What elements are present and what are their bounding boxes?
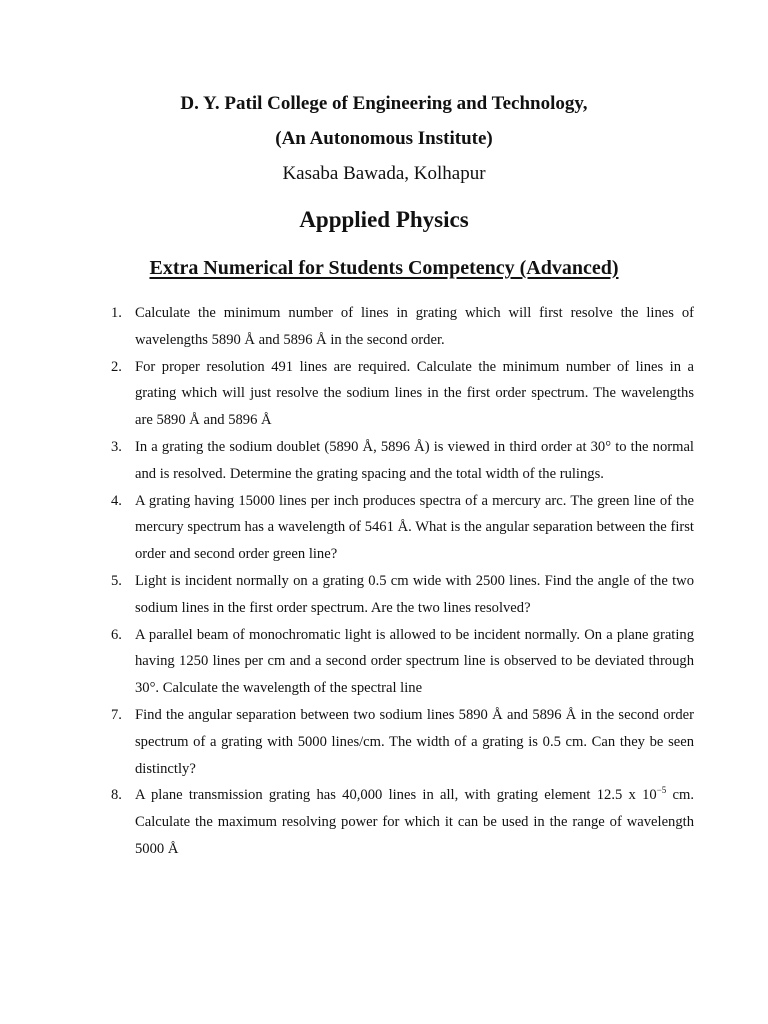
question-text xyxy=(135,787,694,857)
question-text: Find the angular separation between two sodium lines 5890 Å and 5896 Å in the second order spectrum of a grating with 5000 lines/cm. The width of a grating is 0.5 cm. Can they be seen distinctly? xyxy=(135,706,694,777)
question-item xyxy=(0,300,694,354)
question-number: 1. xyxy=(111,305,122,321)
question-item xyxy=(0,702,694,782)
question-number: 7. xyxy=(111,706,122,723)
question-number: 5. xyxy=(111,572,122,589)
college-name: D. Y. Patil College of Engineering and Technology, xyxy=(180,93,588,114)
question-text: For proper resolution 491 lines are required. Calculate the minimum number of lines in a grating which will just resolve the sodium lines in the first order spectrum. The wavelengths are 5890 Å and 5896 Å xyxy=(135,358,694,429)
question-item xyxy=(0,488,694,568)
section-title: Extra Numerical for Students Competency (Advanced) xyxy=(149,257,619,279)
college-location: Kasaba Bawada, Kolhapur xyxy=(282,163,486,184)
question-item xyxy=(0,568,694,622)
question-text-before-exponent: A plane transmission grating has 40,000 lines in all, with grating element 12.5 x 10 xyxy=(135,787,657,804)
question-number: 8. xyxy=(111,787,122,804)
question-number: 3. xyxy=(111,438,122,455)
question-item xyxy=(0,622,694,702)
question-text: A parallel beam of monochromatic light is allowed to be incident normally. On a plane grating having 1250 lines per cm and a second order spectrum line is observed to be deviated through 30°. Calculate the wavelength of the spectral line xyxy=(135,626,694,697)
question-text: In a grating the sodium doublet (5890 Å, 5896 Å) is viewed in third order at 30° to the normal and is resolved. Determine the grating spacing and the total width of the rulings. xyxy=(135,438,694,482)
question-item xyxy=(0,354,694,434)
question-item xyxy=(0,782,694,862)
question-text: Calculate the minimum number of lines in grating which will first resolve the lines of wavelengths 5890 Å and 5896 Å in the second order. xyxy=(135,305,694,348)
question-text-after-exponent: cm. Calculate the maximum resolving power for which it can be used in the range of wavelength 5000 Å xyxy=(135,787,694,857)
question-exponent: −5 xyxy=(656,785,667,796)
institute-status: (An Autonomous Institute) xyxy=(275,128,493,149)
question-number: 6. xyxy=(111,626,122,643)
question-number: 2. xyxy=(111,358,122,375)
subject-title: Appplied Physics xyxy=(299,207,469,232)
question-text: Light is incident normally on a grating 0.5 cm wide with 2500 lines. Find the angle of the two sodium lines in the first order spectrum. Are the two lines resolved? xyxy=(135,572,694,616)
question-number: 4. xyxy=(111,492,122,509)
question-item xyxy=(0,434,694,488)
question-list xyxy=(0,300,768,863)
question-text: A grating having 15000 lines per inch produces spectra of a mercury arc. The green line of the mercury spectrum has a wavelength of 5461 Å. What is the angular separation between the first order and second order green line? xyxy=(135,492,694,563)
